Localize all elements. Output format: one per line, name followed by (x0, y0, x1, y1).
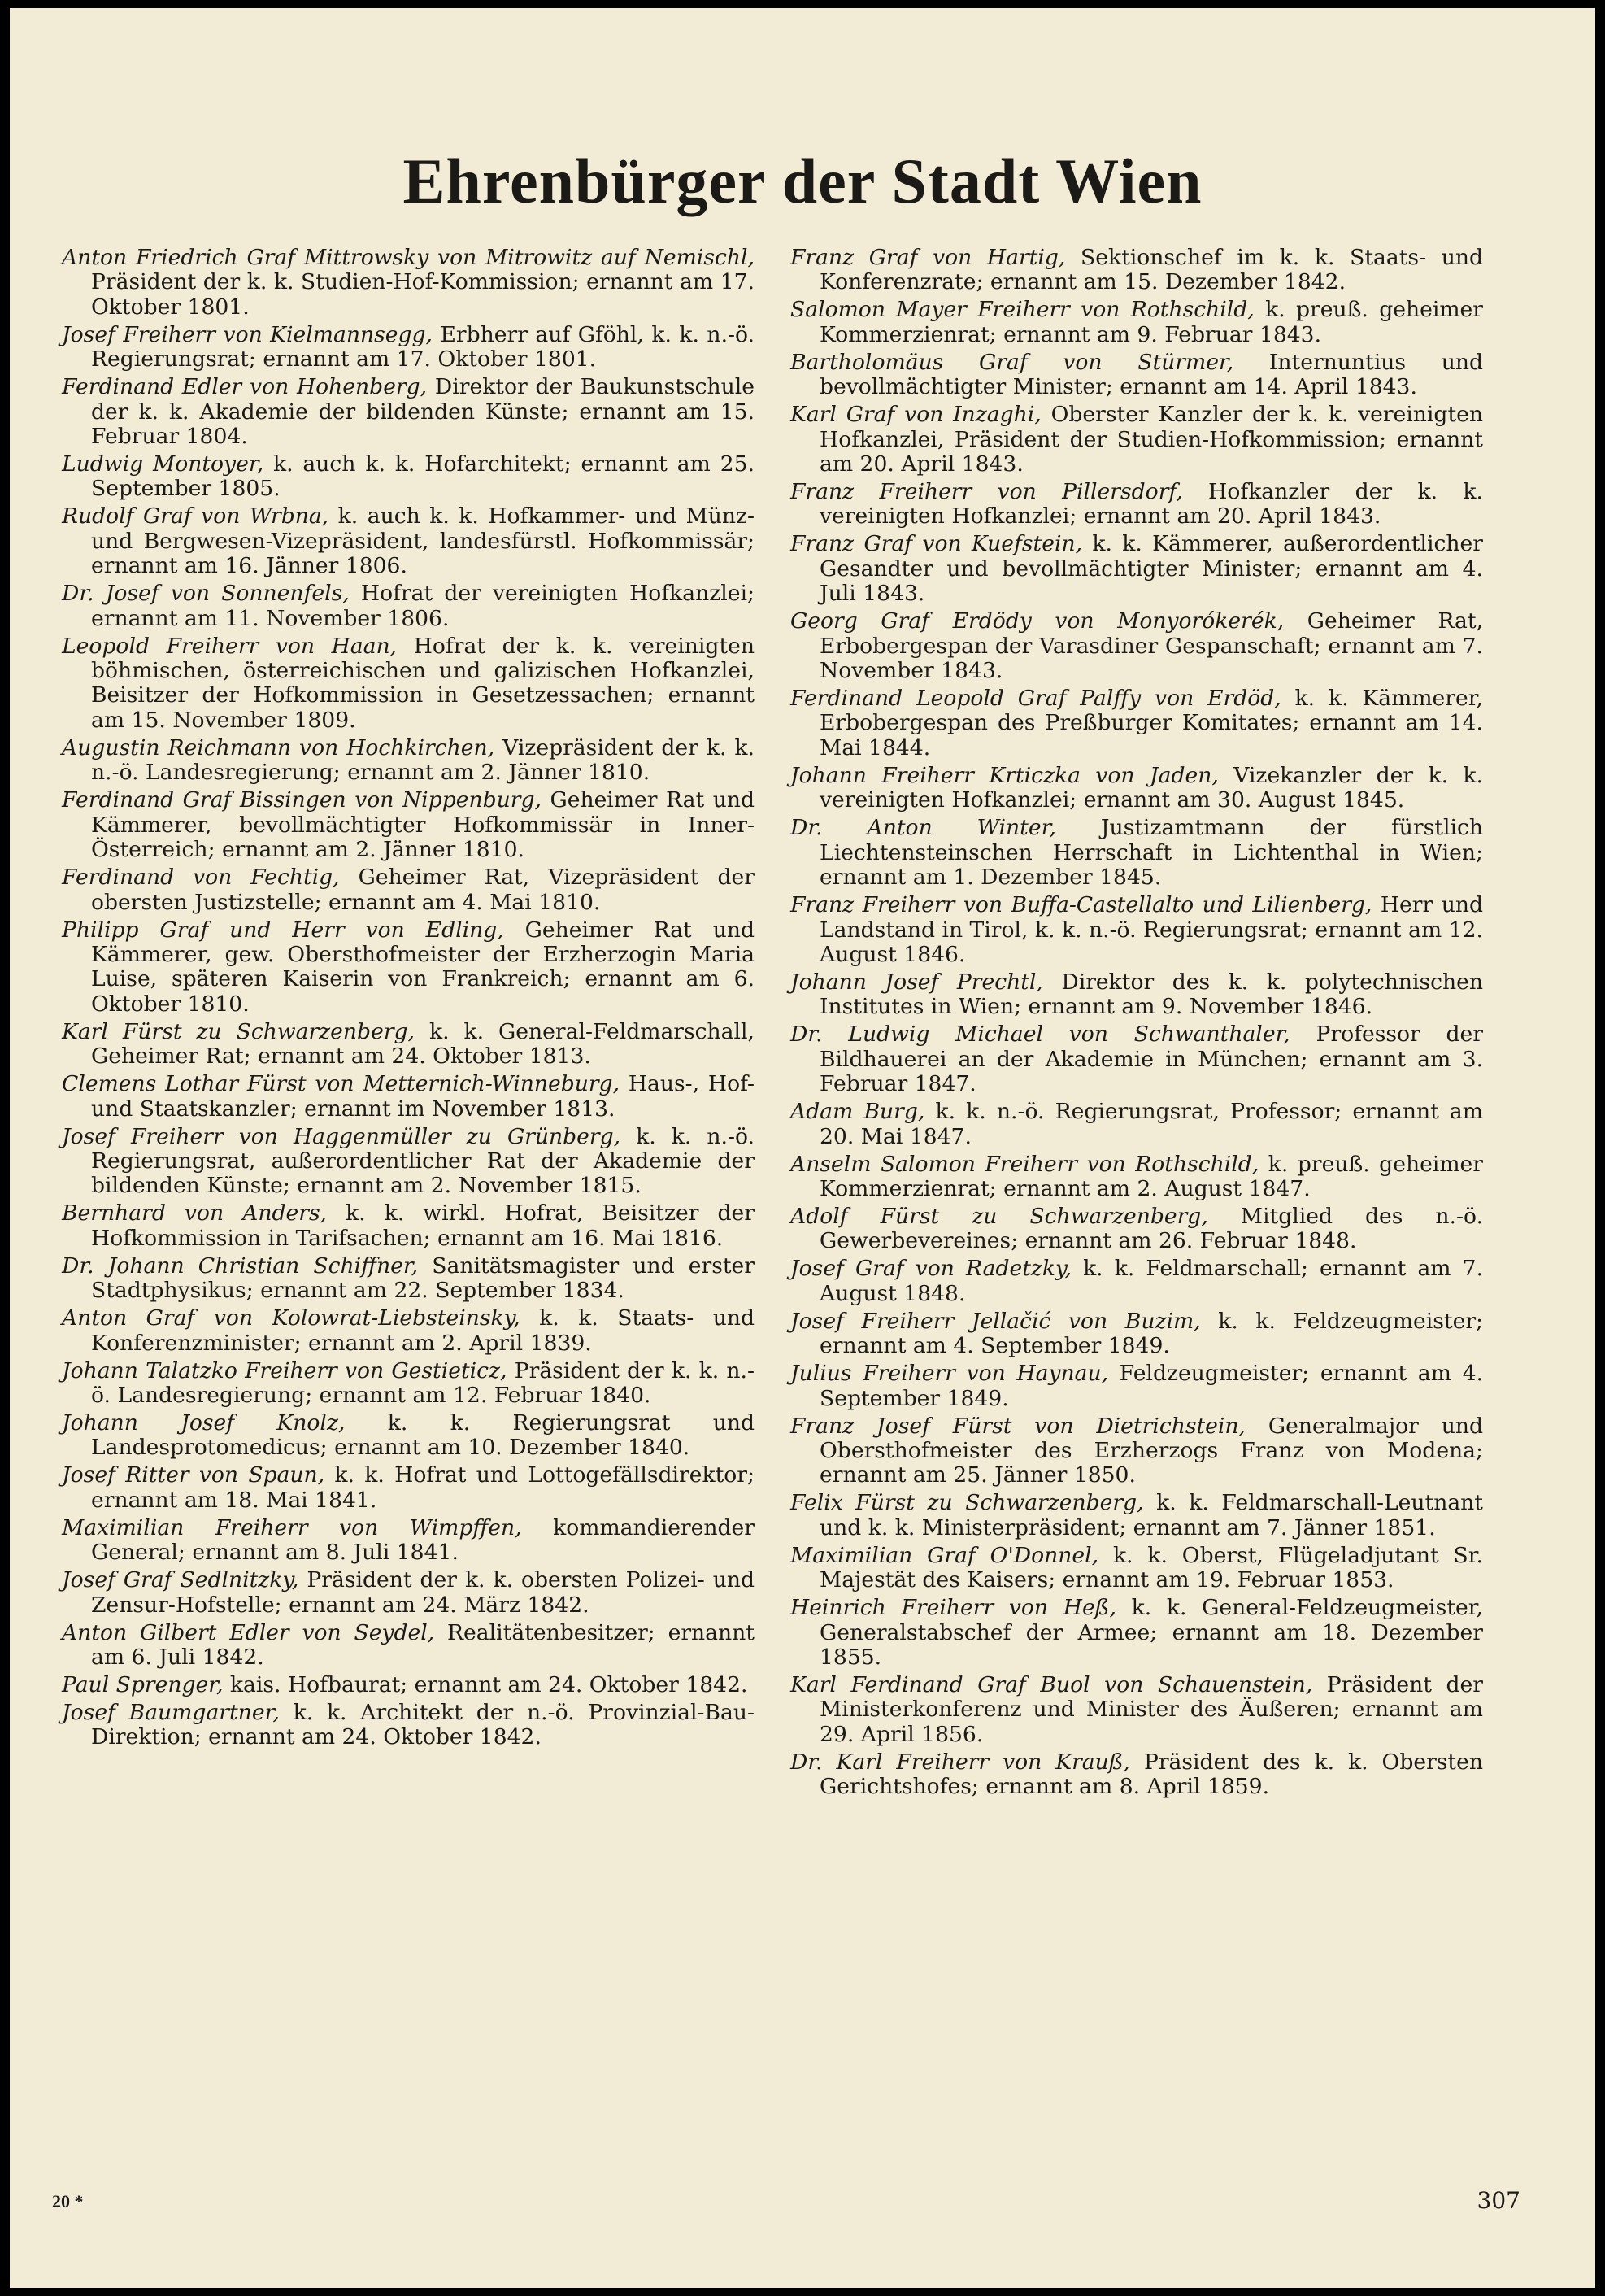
citizen-description: k. k. Hofrat und Lottogefällsdirektor; ernannt am 18. Mai 1841. (91, 1462, 755, 1513)
citizen-description: Feldzeugmeister; ernannt am 4. September 1849. (820, 1361, 1483, 1411)
citizen-description: k. preuß. geheimer Kommerzienrat; ernannt am 9. Februar 1843. (820, 297, 1483, 347)
honorary-citizen-entry (790, 1414, 1483, 1488)
honorary-citizen-entry (790, 246, 1483, 295)
citizen-name: Karl Graf von Inzaghi, (790, 402, 1042, 428)
citizen-name: Dr. Anton Winter, (790, 815, 1056, 841)
citizen-description: k. k. n.-ö. Regierungsrat, außerordentlicher Rat der Akademie der bildenden Künste; ernannt am 2. November 1815. (91, 1123, 755, 1199)
citizen-description: k. k. Kämmerer, außerordentlicher Gesandter und bevollmächtigter Minister; ernannt am 4. Juli 1843. (820, 531, 1483, 607)
honorary-citizen-entry (790, 893, 1483, 967)
citizen-name: Heinrich Freiherr von Heß, (790, 1595, 1116, 1621)
citizen-name: Julius Freiherr von Haynau, (790, 1361, 1109, 1387)
citizen-description: Justizamtmann der fürstlich Liechtensteinschen Herrschaft in Lichtenthal in Wien; ernannt am 1. Dezember 1845. (820, 815, 1483, 891)
citizen-description: Geheimer Rat, Erbobergespan der Varasdiner Gespanschaft; ernannt am 7. November 1843. (820, 608, 1483, 684)
honorary-citizen-entry (790, 1309, 1483, 1359)
citizen-name: Ludwig Montoyer, (62, 451, 264, 477)
citizen-description: k. k. Regierungsrat und Landesprotomedicus; ernannt am 10. Dezember 1840. (91, 1409, 755, 1461)
citizen-name: Ferdinand Leopold Graf Palffy von Erdöd, (790, 686, 1281, 712)
left-column (62, 246, 755, 1753)
honorary-citizen-entry (62, 1463, 755, 1513)
citizen-description: k. k. wirkl. Hofrat, Beisitzer der Hofkommission in Tarifsachen; ernannt am 16. Mai 1816. (91, 1200, 755, 1251)
citizen-name: Dr. Karl Freiherr von Krauß, (790, 1749, 1130, 1775)
citizen-description: k. k. Architekt der n.-ö. Provinzial-Bau-Direktion; ernannt am 24. Oktober 1842. (91, 1700, 755, 1750)
honorary-citizen-entry (62, 788, 755, 862)
citizen-description: k. k. Oberst, Flügeladjutant Sr. Majestät des Kaisers; ernannt am 19. Februar 1853. (820, 1542, 1483, 1593)
honorary-citizen-entry (62, 582, 755, 631)
citizen-name: Paul Sprenger, (62, 1672, 224, 1697)
honorary-citizen-entry (790, 403, 1483, 477)
citizen-description: Sanitätsmagister und erster Stadtphysikus; ernannt am 22. September 1834. (91, 1253, 755, 1304)
citizen-description: Sektionschef im k. k. Staats- und Konferenzrate; ernannt am 15. Dezember 1842. (820, 245, 1483, 295)
citizen-name: Josef Freiherr Jellačić von Buzim, (790, 1308, 1201, 1334)
honorary-citizen-entry (62, 1254, 755, 1304)
citizen-name: Dr. Johann Christian Schiffner, (62, 1253, 419, 1279)
citizen-description: Direktor des k. k. polytechnischen Institutes in Wien; ernannt am 9. November 1846. (820, 969, 1484, 1020)
citizen-name: Bernhard von Anders, (62, 1200, 328, 1226)
honorary-citizen-entry (62, 634, 755, 734)
citizen-name: Rudolf Graf von Wrbna, (62, 503, 329, 529)
honorary-citizen-entry (790, 1022, 1483, 1096)
honorary-citizen-entry (62, 452, 755, 502)
citizen-name: Franz Graf von Kuefstein, (790, 531, 1083, 557)
signature-mark: 20 * (52, 2191, 84, 2211)
citizen-name: Felix Fürst zu Schwarzenberg, (790, 1490, 1144, 1516)
honorary-citizen-entry (62, 918, 755, 1017)
citizen-name: Salomon Mayer Freiherr von Rothschild, (790, 297, 1255, 323)
honorary-citizen-entry (790, 816, 1483, 890)
citizen-description: Generalmajor und Obersthofmeister des Erzherzogs Franz von Modena; ernannt am 25. Jänner 1850. (820, 1413, 1483, 1488)
honorary-citizen-entry (790, 1673, 1483, 1747)
citizen-name: Maximilian Freiherr von Wimpffen, (62, 1514, 522, 1540)
honorary-citizen-entry (62, 246, 755, 320)
honorary-citizen-entry (790, 298, 1483, 347)
citizen-name: Josef Baumgartner, (62, 1700, 280, 1725)
citizen-name: Johann Josef Prechtl, (790, 969, 1043, 995)
citizen-name: Augustin Reichmann von Hochkirchen, (62, 734, 495, 760)
citizen-name: Dr. Ludwig Michael von Schwanthaler, (790, 1022, 1290, 1048)
citizen-name: Anselm Salomon Freiherr von Rothschild, (790, 1151, 1259, 1177)
citizen-name: Franz Josef Fürst von Dietrichstein, (790, 1413, 1246, 1439)
citizen-name: Ferdinand von Fechtig, (62, 865, 340, 891)
honorary-citizen-entry (62, 1306, 755, 1356)
citizen-name: Anton Friedrich Graf Mittrowsky von Mitrowitz auf Nemischl, (62, 245, 755, 270)
citizen-description: k. k. Staats- und Konferenzminister; ernannt am 2. April 1839. (91, 1305, 755, 1356)
citizen-name: Josef Graf Sedlnitzky, (62, 1567, 299, 1593)
citizen-description: kais. Hofbaurat; ernannt am 24. Oktober 1842. (223, 1672, 748, 1697)
citizen-description: k. k. Feldmarschall; ernannt am 7. August 1848. (820, 1256, 1483, 1306)
citizen-name: Johann Freiherr Krticzka von Jaden, (790, 762, 1219, 788)
citizen-name: Johann Josef Knolz, (62, 1409, 346, 1436)
citizen-description: k. auch k. k. Hofarchitekt; ernannt am 25. September 1805. (91, 451, 755, 502)
honorary-citizen-entry (62, 1701, 755, 1750)
honorary-citizen-entry (790, 1361, 1483, 1411)
citizen-description: Vizekanzler der k. k. vereinigten Hofkanzlei; ernannt am 30. August 1845. (820, 762, 1484, 813)
citizen-name: Bartholomäus Graf von Stürmer, (790, 349, 1234, 375)
page-title: Ehrenbürger der Stadt Wien (402, 146, 1203, 216)
honorary-citizen-entry (62, 1516, 755, 1566)
citizen-name: Leopold Freiherr von Haan, (62, 633, 398, 659)
honorary-citizen-entry (790, 351, 1483, 400)
honorary-citizen-entry (790, 609, 1483, 683)
citizen-name: Dr. Josef von Sonnenfels, (62, 581, 350, 607)
citizen-description: Direktor der Baukunstschule der k. k. Akademie der bildenden Künste; ernannt am 15. Februar 1804. (91, 374, 755, 450)
citizen-description: Mitglied des n.-ö. Gewerbevereines; ernannt am 26. Februar 1848. (820, 1203, 1483, 1254)
honorary-citizen-entry (790, 1491, 1483, 1540)
citizen-name: Johann Talatzko Freiherr von Gestieticz, (62, 1357, 507, 1383)
citizen-description: k. auch k. k. Hofkammer- und Münz- und Bergwesen-Vizepräsident, landesfürstl. Hofkommissär; ernannt am 16. Jänner 1806. (91, 503, 755, 579)
honorary-citizen-entry (790, 1750, 1483, 1800)
citizen-name: Adam Burg, (790, 1099, 925, 1125)
citizen-name: Karl Ferdinand Graf Buol von Schauenstein, (790, 1672, 1313, 1697)
citizen-name: Franz Freiherr von Buffa-Castellalto und Lilienberg, (790, 892, 1372, 918)
honorary-citizen-entry (62, 1072, 755, 1122)
citizen-name: Franz Graf von Hartig, (790, 245, 1066, 270)
honorary-citizen-entry (62, 323, 755, 373)
citizen-description: Internuntius und bevollmächtigter Minister; ernannt am 14. April 1843. (820, 349, 1483, 400)
citizen-description: k. k. Feldmarschall-Leutnant und k. k. Ministerpräsident; ernannt am 7. Jänner 1851. (820, 1490, 1483, 1540)
citizen-description: Präsident der k. k. Studien-Hof-Kommission; ernannt am 17. Oktober 1801. (91, 269, 755, 320)
honorary-citizen-entry (790, 480, 1483, 529)
citizen-description: Präsident der k. k. n.-ö. Landesregierung; ernannt am 12. Februar 1840. (91, 1357, 755, 1408)
honorary-citizen-entry (62, 1020, 755, 1070)
citizen-name: Josef Freiherr von Kielmannsegg, (62, 321, 433, 347)
citizen-name: Josef Ritter von Spaun, (62, 1462, 325, 1488)
citizen-name: Josef Freiherr von Haggenmüller zu Grünberg, (62, 1123, 621, 1149)
citizen-name: Karl Fürst zu Schwarzenberg, (62, 1018, 415, 1044)
honorary-citizen-entry (62, 736, 755, 786)
honorary-citizen-entry (62, 1359, 755, 1409)
honorary-citizen-entry (62, 1411, 755, 1461)
honorary-citizen-entry (790, 1152, 1483, 1202)
honorary-citizen-entry (62, 1673, 755, 1697)
citizen-name: Ferdinand Edler von Hohenberg, (62, 374, 428, 400)
citizen-description: k. k. General-Feldzeugmeister, Generalstabschef der Armee; ernannt am 18. Dezember 1855. (820, 1595, 1483, 1670)
citizen-description: Erbherr auf Gföhl, k. k. n.-ö. Regierungsrat; ernannt am 17. Oktober 1801. (91, 321, 755, 373)
citizen-description: Hofrat der vereinigten Hofkanzlei; ernannt am 11. November 1806. (91, 581, 755, 631)
citizen-name: Maximilian Graf O'Donnel, (790, 1542, 1099, 1568)
page-number: 307 (1477, 2187, 1520, 2214)
honorary-citizen-entry (790, 1544, 1483, 1593)
citizen-name: Georg Graf Erdödy von Monyorókerék, (790, 608, 1285, 634)
citizen-description: Herr und Landstand in Tirol, k. k. n.-ö. Regierungsrat; ernannt am 12. August 1846. (820, 892, 1483, 967)
citizen-name: Ferdinand Graf Bissingen von Nippenburg, (62, 787, 542, 813)
citizen-name: Josef Graf von Radetzky, (790, 1256, 1072, 1282)
citizen-name: Anton Graf von Kolowrat-Liebsteinsky, (62, 1305, 520, 1331)
citizen-description: kommandierender General; ernannt am 8. Juli 1841. (91, 1514, 755, 1566)
citizen-description: k. k. Kämmerer, Erbobergespan des Preßburger Komitates; ernannt am 14. Mai 1844. (820, 686, 1483, 760)
honorary-citizen-entry (62, 1621, 755, 1671)
citizen-name: Anton Gilbert Edler von Seydel, (62, 1619, 435, 1645)
citizen-description: Geheimer Rat und Kämmerer, gew. Obersthofmeister der Erzherzogin Maria Luise, späteren Kaiserin von Frankreich; ernannt am 6. Oktober 1810. (91, 917, 755, 1017)
citizen-name: Franz Freiherr von Pillersdorf, (790, 479, 1183, 505)
honorary-citizen-entry (62, 1125, 755, 1199)
honorary-citizen-entry (62, 1568, 755, 1618)
citizen-description: Präsident der k. k. obersten Polizei- und Zensur-Hofstelle; ernannt am 24. März 1842. (91, 1567, 755, 1618)
honorary-citizen-entry (790, 1100, 1483, 1149)
citizen-description: Hofrat der k. k. vereinigten böhmischen, österreichischen und galizischen Hofkanzlei, Beisitzer der Hofkommission in Gesetzessachen; ernannt am 15. November 1809. (91, 633, 755, 733)
honorary-citizen-entry (790, 764, 1483, 813)
honorary-citizen-entry (790, 686, 1483, 760)
honorary-citizen-entry (62, 504, 755, 578)
citizen-description: Präsident des k. k. Obersten Gerichtshofes; ernannt am 8. April 1859. (820, 1749, 1483, 1800)
citizen-description: Professor der Bildhauerei an der Akademie in München; ernannt am 3. Februar 1847. (820, 1022, 1483, 1097)
citizen-description: Geheimer Rat und Kämmerer, bevollmächtigter Hofkommissär in Inner-Österreich; ernannt am 2. Jänner 1810. (91, 787, 755, 863)
honorary-citizen-entry (790, 970, 1483, 1020)
citizen-description: Geheimer Rat, Vizepräsident der obersten Justizstelle; ernannt am 4. Mai 1810. (91, 865, 755, 915)
citizen-description: k. preuß. geheimer Kommerzienrat; ernannt am 2. August 1847. (820, 1151, 1483, 1201)
citizen-name: Clemens Lothar Fürst von Metternich-Winneburg, (62, 1071, 620, 1097)
honorary-citizen-entry (790, 1205, 1483, 1254)
citizen-description: k. k. Feldzeugmeister; ernannt am 4. September 1849. (820, 1308, 1483, 1359)
citizen-description: Vizepräsident der k. k. n.-ö. Landesregierung; ernannt am 2. Jänner 1810. (91, 734, 755, 786)
honorary-citizen-entry (790, 1257, 1483, 1306)
citizen-description: Oberster Kanzler der k. k. vereinigten Hofkanzlei, Präsident der Studien-Hofkommission; ernannt am 20. April 1843. (820, 402, 1484, 477)
citizen-description: k. k. General-Feldmarschall, Geheimer Rat; ernannt am 24. Oktober 1813. (91, 1018, 755, 1070)
citizen-description: Haus-, Hof- und Staatskanzler; ernannt im November 1813. (91, 1071, 755, 1122)
citizen-name: Philipp Graf und Herr von Edling, (62, 917, 504, 943)
right-column (790, 246, 1483, 1802)
citizen-description: k. k. n.-ö. Regierungsrat, Professor; ernannt am 20. Mai 1847. (820, 1099, 1483, 1149)
citizen-description: Realitätenbesitzer; ernannt am 6. Juli 1842. (91, 1619, 755, 1670)
citizen-name: Adolf Fürst zu Schwarzenberg, (790, 1203, 1208, 1229)
citizen-description: Hofkanzler der k. k. vereinigten Hofkanzlei; ernannt am 20. April 1843. (820, 479, 1483, 529)
honorary-citizen-entry (62, 375, 755, 449)
honorary-citizen-entry (62, 865, 755, 915)
document-page (10, 8, 1595, 2288)
honorary-citizen-entry (790, 1596, 1483, 1670)
honorary-citizen-entry (62, 1201, 755, 1251)
citizen-description: Präsident der Ministerkonferenz und Minister des Äußeren; ernannt am 29. April 1856. (820, 1672, 1483, 1747)
honorary-citizen-entry (790, 532, 1483, 606)
